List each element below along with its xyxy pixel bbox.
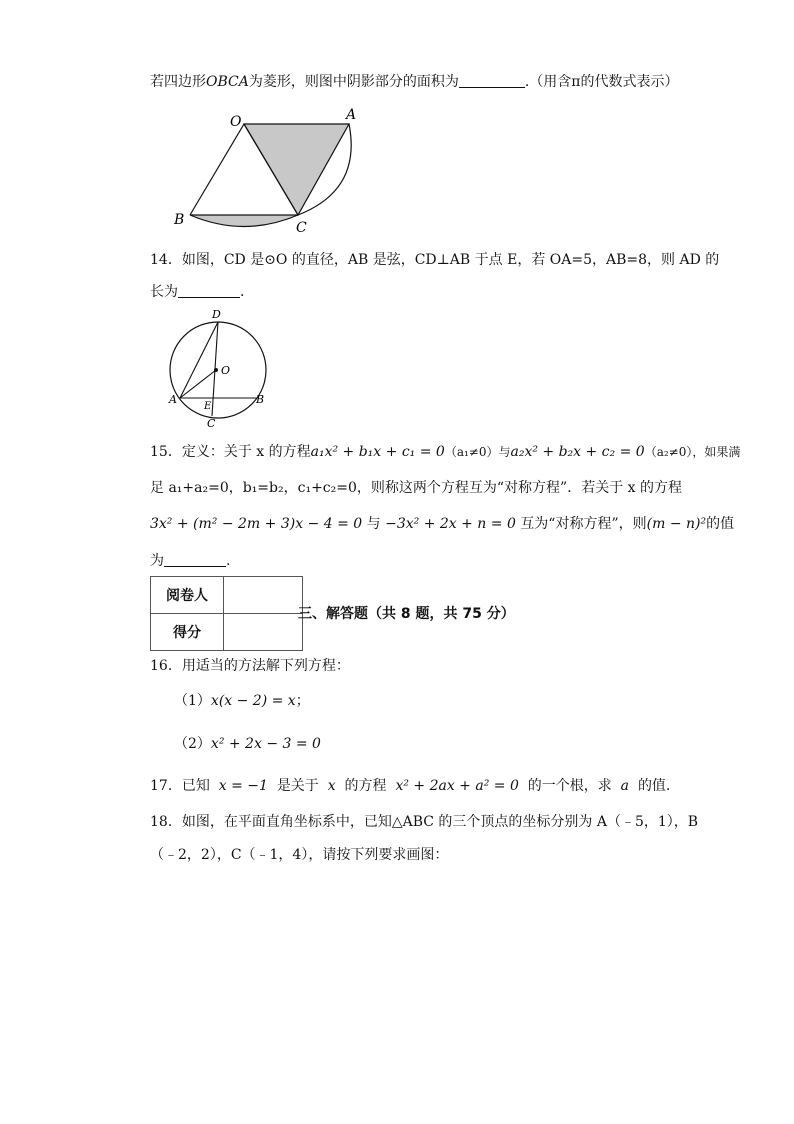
q13-answer-blank[interactable]	[459, 73, 525, 88]
grader-reviewer-label: 阅卷人	[151, 577, 224, 614]
q13-edge-ob	[190, 124, 244, 215]
q17-var-x: x	[327, 778, 336, 794]
q13-shaded-triangle	[244, 124, 349, 215]
q16-equation-2: x² + 2x − 3 = 0	[210, 736, 321, 752]
q16-equation-1: x(x − 2) = x	[210, 693, 296, 709]
q13-shape: OBCA	[206, 74, 249, 90]
q15-equation-1: a₁x² + b₁x + c₁ = 0	[310, 444, 445, 460]
q14-label-a: A	[169, 393, 177, 406]
q15-line3: 3x² + (m² − 2m + 3)x − 4 = 0 与 −3x² + 2x + n = 0 互为“对称方程”，则(m − n)²的值	[150, 516, 735, 532]
q13-figure	[170, 106, 370, 236]
q17-text: 17．已知 x = −1 是关于 x 的方程 x² + 2ax + a² = 0 的一个根，求 a 的值.	[150, 778, 671, 794]
q13-label-c: C	[296, 220, 307, 236]
q18-line2: （﹣2，2），C（﹣1，4），请按下列要求画图：	[150, 847, 449, 863]
q16-part2: （2）x² + 2x − 3 = 0	[174, 736, 321, 752]
q14-segment-ad	[180, 322, 218, 398]
q14-label-o: O	[221, 364, 231, 377]
q14-segment-ao	[180, 370, 216, 398]
q13-text: 若四边形OBCA为菱形，则图中阴影部分的面积为 .（用含π的代数式表示）	[150, 74, 679, 90]
q14-label-b: B	[256, 393, 265, 406]
q14-line2: 长为 .	[150, 284, 245, 300]
q14-line1: 14．如图，CD 是⊙O 的直径，AB 是弦，CD⊥AB 于点 E，若 OA=5，AB=8，则 AD 的	[150, 252, 720, 268]
grader-table	[150, 576, 303, 651]
q14-figure	[160, 304, 280, 434]
q17-condition: x = −1	[218, 778, 268, 794]
q15-equation-2: a₂x² + b₂x + c₂ = 0	[510, 444, 645, 460]
q15-line1: 15．定义：关于 x 的方程a₁x² + b₁x + c₁ = 0（a₁≠0）与a₂x² + b₂x + c₂ = 0（a₂≠0），如果满	[150, 444, 741, 460]
q17-var-a: a	[620, 778, 630, 794]
q16-part1: （1）x(x − 2) = x；	[174, 693, 310, 709]
q18-line1: 18．如图，在平面直角坐标系中，已知△ABC 的三个顶点的坐标分别为 A（﹣5，1），B	[150, 814, 699, 830]
q14-answer-blank[interactable]	[178, 283, 240, 298]
q15-line2: 足 a₁+a₂=0，b₁=b₂，c₁+c₂=0，则称这两个方程互为“对称方程”．若关于 x 的方程	[150, 480, 682, 496]
q13-label-a: A	[346, 107, 357, 123]
grader-score-label: 得分	[151, 614, 224, 651]
section-title: 三、解答题（共 8 题，共 75 分）	[298, 606, 515, 622]
grader-reviewer-cell[interactable]	[224, 577, 303, 614]
q13-label-b: B	[174, 212, 185, 228]
q14-center-dot	[214, 368, 218, 372]
q17-equation: x² + 2ax + a² = 0	[395, 778, 519, 794]
q16-title: 16．用适当的方法解下列方程：	[150, 658, 350, 674]
q14-label-d: D	[212, 308, 221, 321]
q15-equation-4: −3x² + 2x + n = 0	[385, 516, 516, 532]
grader-score-cell[interactable]	[224, 614, 303, 651]
q15-line4: 为 .	[150, 553, 231, 569]
q15-expression: (m − n)²	[646, 516, 707, 532]
q14-label-e: E	[204, 401, 212, 412]
q15-answer-blank[interactable]	[164, 552, 226, 567]
q14-label-c: C	[207, 417, 216, 430]
q15-equation-3: 3x² + (m² − 2m + 3)x − 4 = 0	[150, 516, 363, 532]
q13-label-o: O	[230, 114, 242, 130]
